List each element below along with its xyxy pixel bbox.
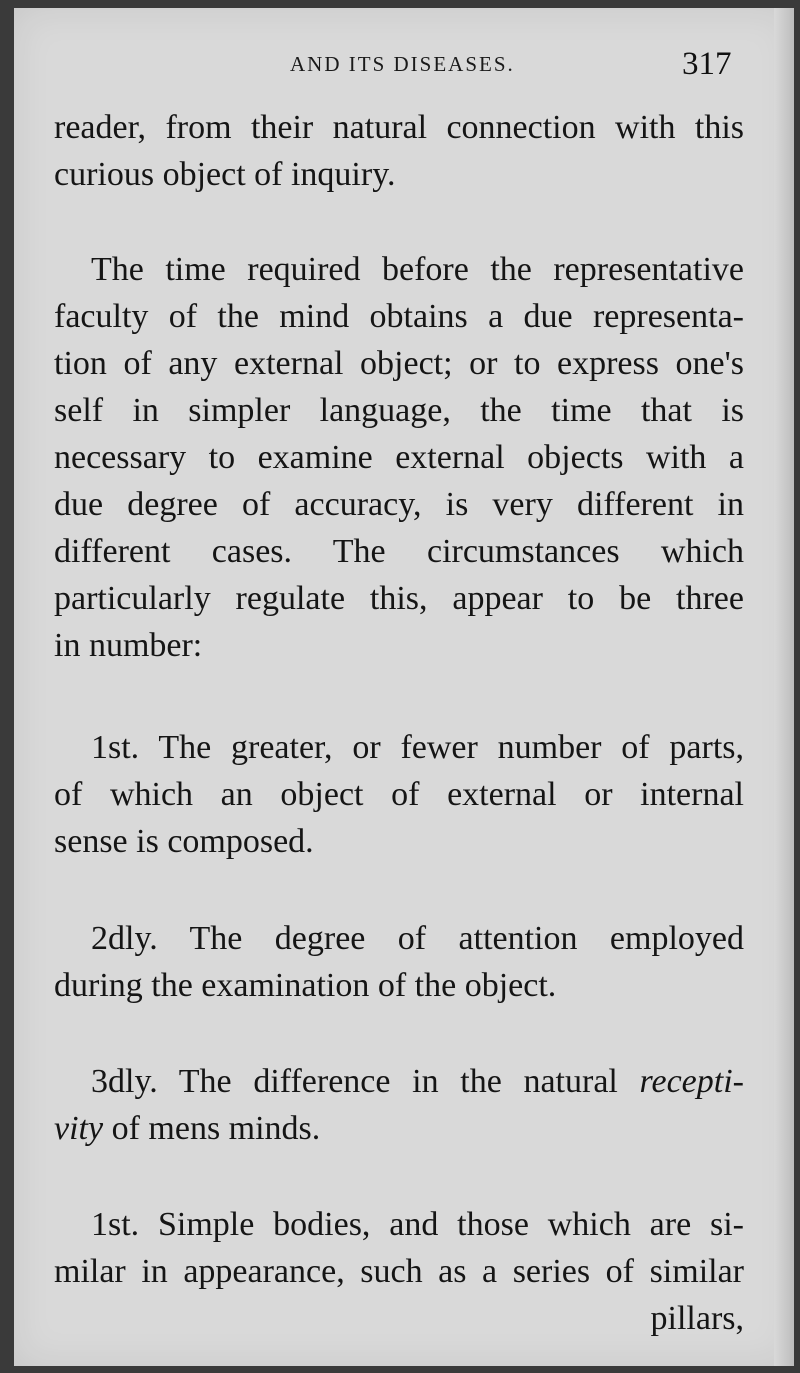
- book-page: [14, 8, 794, 1366]
- text-line: self in simpler language, the time that is: [54, 392, 744, 429]
- text-span: of mens minds.: [103, 1110, 321, 1147]
- paragraph-1: [54, 104, 744, 198]
- text-line: due degree of accuracy, is very different in: [54, 486, 744, 523]
- text-line: faculty of the mind obtains a due representa-: [54, 298, 744, 335]
- paragraph-2: [54, 246, 744, 669]
- text-line: tion of any external object; or to express one's: [54, 345, 744, 382]
- running-head: AND ITS DISEASES.: [290, 52, 515, 76]
- text-line: 1st. The greater, or fewer number of parts,: [91, 729, 744, 766]
- text-line: [54, 1058, 744, 1105]
- page-edge-shadow: [774, 8, 794, 1366]
- text-line: in number:: [54, 627, 203, 664]
- catchword: pillars,: [650, 1300, 744, 1337]
- text-line: necessary to examine external objects with a: [54, 439, 744, 476]
- text-span: 3dly. The difference in the natural: [91, 1063, 640, 1100]
- text-line: 1st. Simple bodies, and those which are si-: [91, 1206, 744, 1243]
- page-number: 317: [682, 46, 732, 82]
- text-line: milar in appearance, such as a series of similar: [54, 1253, 744, 1290]
- paragraph-3: [54, 724, 744, 865]
- text-line: particularly regulate this, appear to be three: [54, 580, 744, 617]
- paragraph-6: [54, 1201, 744, 1342]
- text-line: [54, 1105, 744, 1152]
- text-line: curious object of inquiry.: [54, 156, 396, 193]
- italic-text: recepti-: [639, 1063, 744, 1100]
- italic-text: vity: [54, 1110, 104, 1147]
- text-line: during the examination of the object.: [54, 967, 557, 1004]
- text-line: 2dly. The degree of attention employed: [91, 920, 744, 957]
- paragraph-5: [54, 1058, 744, 1152]
- text-line: reader, from their natural connection with this: [54, 109, 744, 146]
- page-header: [14, 46, 794, 96]
- text-line: sense is composed.: [54, 823, 314, 860]
- text-line: of which an object of external or internal: [54, 776, 744, 813]
- text-line: different cases. The circumstances which: [54, 533, 744, 570]
- paragraph-4: [54, 915, 744, 1009]
- text-line: The time required before the representative: [91, 251, 744, 288]
